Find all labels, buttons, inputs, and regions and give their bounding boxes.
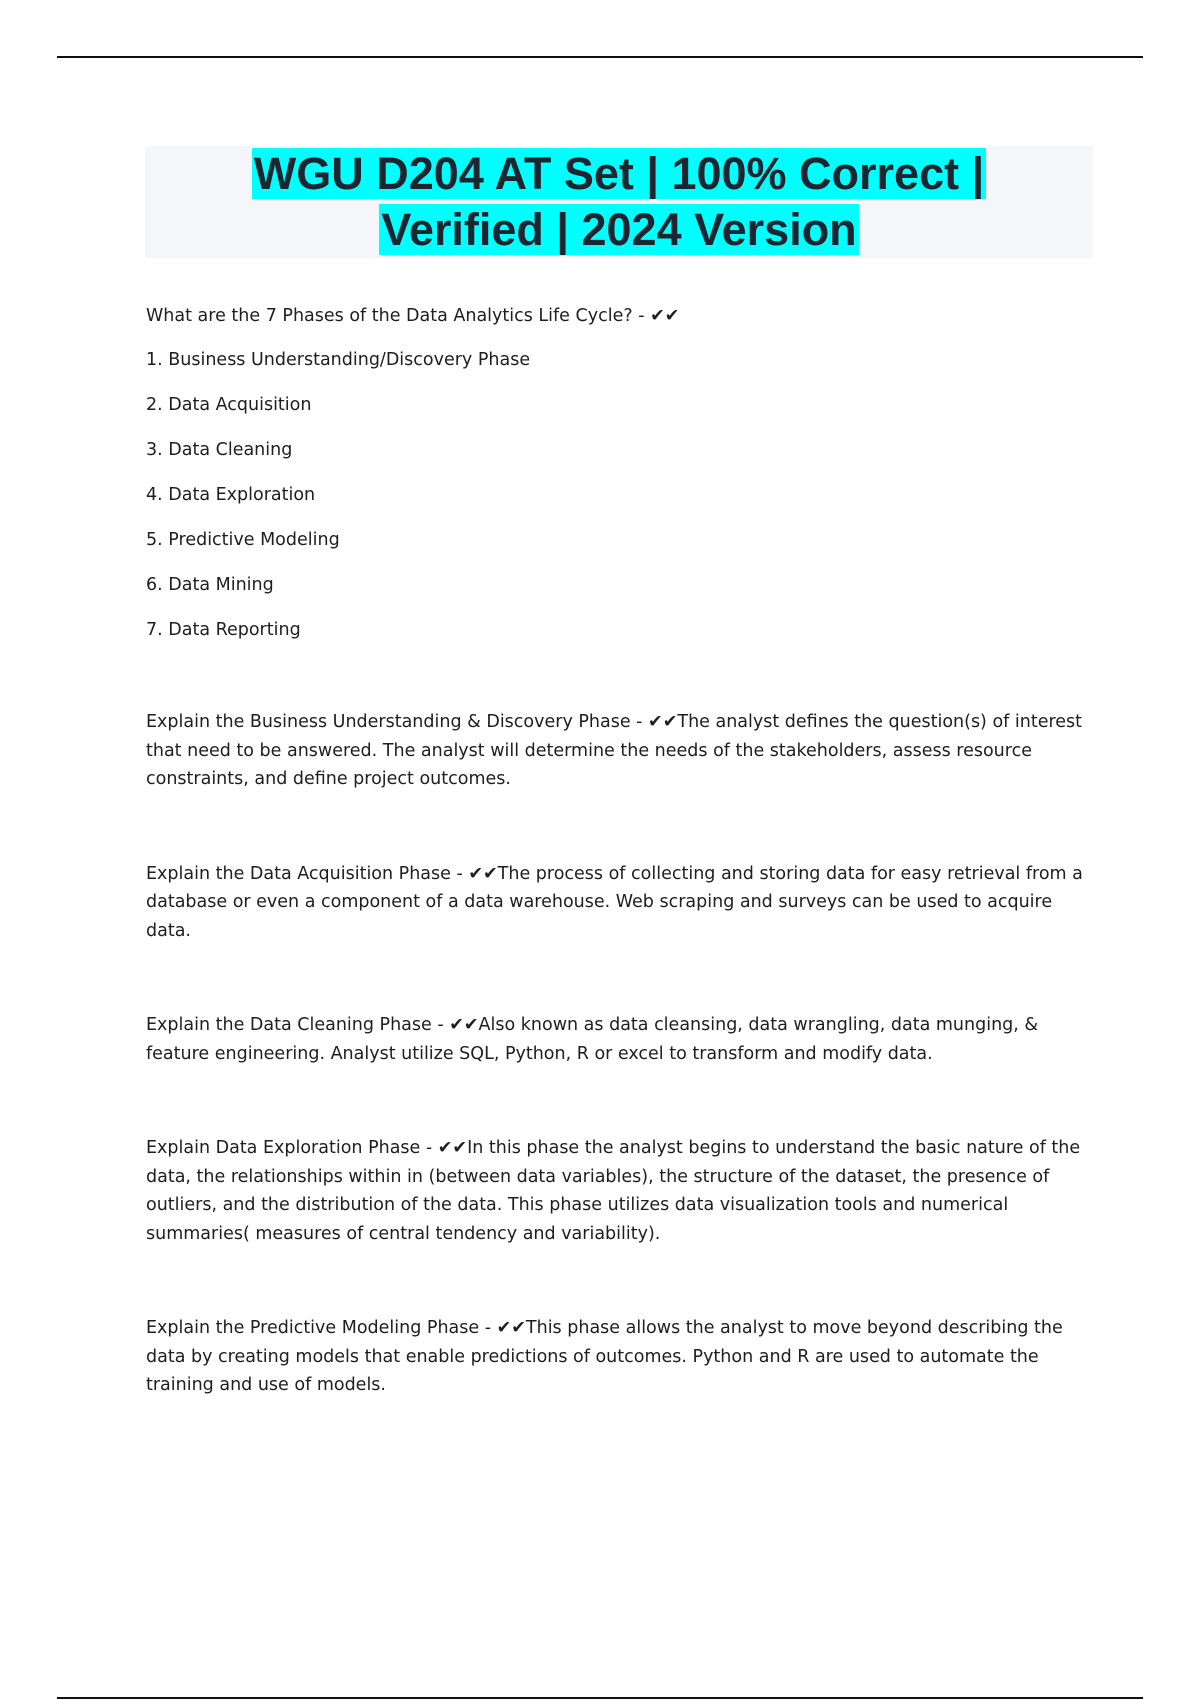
qa-data-cleaning: Explain the Data Cleaning Phase - ✔✔Also known as data cleansing, data wrangling, data munging, & feature engineering. Analyst utilize SQL, Python, R or excel to transform and modify data. xyxy=(146,1015,1039,1064)
qa-predictive-modeling: Explain the Predictive Modeling Phase - ✔✔This phase allows the analyst to move beyond describing the data by creating models that enable predictions of outcomes. Python and R are used to automate the training and use of models. xyxy=(146,1318,1063,1395)
title-line-2: Verified | 2024 Version xyxy=(381,204,857,255)
title-line-1: WGU D204 AT Set | 100% Correct | xyxy=(253,148,985,199)
phases-list xyxy=(146,346,1092,645)
phases-question: What are the 7 Phases of the Data Analytics Life Cycle? - ✔✔ xyxy=(146,306,680,326)
document-title xyxy=(145,146,1093,258)
list-item: 2. Data Acquisition xyxy=(146,395,312,415)
list-item: 6. Data Mining xyxy=(146,575,274,595)
list-item: 5. Predictive Modeling xyxy=(146,530,340,550)
list-item: 4. Data Exploration xyxy=(146,485,316,505)
top-rule xyxy=(57,56,1143,58)
qa-business-understanding: Explain the Business Understanding & Discovery Phase - ✔✔The analyst defines the question(s) of interest that need to be answered. The analyst will determine the needs of the stakeholders, assess resource constraints, and define project outcomes. xyxy=(146,712,1083,789)
list-item: 3. Data Cleaning xyxy=(146,440,293,460)
list-item: 1. Business Understanding/Discovery Phase xyxy=(146,350,531,370)
list-item: 7. Data Reporting xyxy=(146,620,301,640)
qa-data-acquisition: Explain the Data Acquisition Phase - ✔✔The process of collecting and storing data for easy retrieval from a database or even a component of a data warehouse. Web scraping and surveys can be used to acquire data. xyxy=(146,863,1083,941)
bottom-rule xyxy=(57,1697,1143,1699)
qa-data-exploration: Explain Data Exploration Phase - ✔✔In this phase the analyst begins to understand the basic nature of the data, the relationships within in (between data variables), the structure of the dataset, the presence of outliers, and the distribution of the data. This phase utilizes data visualization tools and numerical summaries( measures of central tendency and variability). xyxy=(146,1138,1081,1244)
document-body xyxy=(146,302,1092,1400)
